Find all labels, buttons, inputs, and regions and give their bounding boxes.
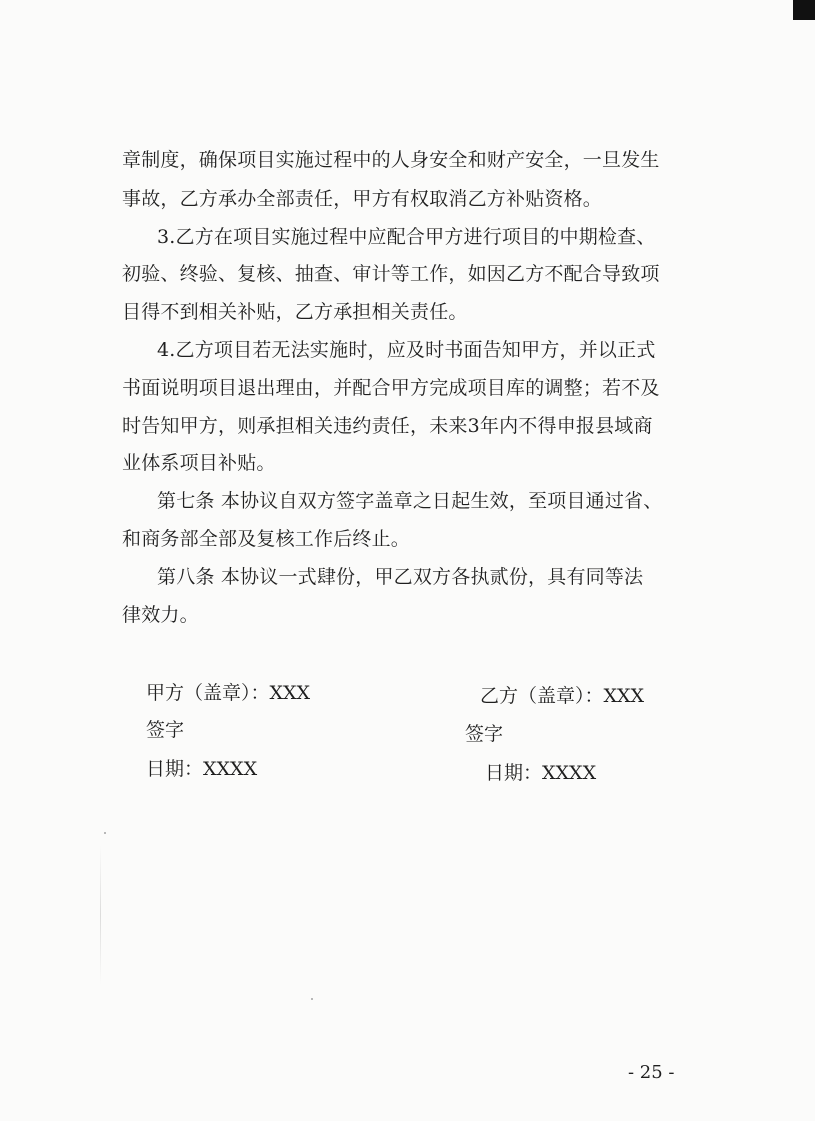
body-line-12: 第八条 本协议一式肆份，甲乙双方各执贰份，具有同等法: [157, 566, 644, 588]
page-number: - 25 -: [628, 1062, 675, 1083]
body-line-4: 初验、终验、复核、抽查、审计等工作，如因乙方不配合导致项: [122, 263, 660, 285]
party-b-seal: 乙方（盖章）：XXX: [480, 685, 645, 707]
scan-corner-mark: [793, 0, 815, 20]
scan-speck: [104, 832, 106, 834]
scan-speck: [311, 998, 313, 1000]
body-line-9: 业体系项目补贴。: [122, 452, 276, 474]
party-a-sign: 签字: [146, 719, 185, 741]
party-b-sign: 签字: [465, 723, 504, 745]
body-line-3: 3.乙方在项目实施过程中应配合甲方进行项目的中期检查、: [157, 226, 656, 248]
body-line-1: 章制度，确保项目实施过程中的人身安全和财产安全，一旦发生: [122, 149, 660, 171]
body-line-6: 4.乙方项目若无法实施时，应及时书面告知甲方，并以正式: [157, 339, 656, 361]
body-line-10: 第七条 本协议自双方签字盖章之日起生效，至项目通过省、: [157, 490, 663, 512]
party-a-seal: 甲方（盖章）：XXX: [146, 682, 311, 704]
scan-edge-mark: [100, 845, 101, 985]
body-line-7: 书面说明项目退出理由，并配合甲方完成项目库的调整；若不及: [122, 377, 660, 399]
party-a-date: 日期：XXXX: [146, 758, 258, 780]
body-line-5: 目得不到相关补贴，乙方承担相关责任。: [122, 301, 468, 323]
body-line-13: 律效力。: [122, 604, 199, 626]
party-b-date: 日期：XXXX: [485, 762, 597, 784]
body-line-2: 事故，乙方承办全部责任，甲方有权取消乙方补贴资格。: [122, 188, 603, 210]
body-line-11: 和商务部全部及复核工作后终止。: [122, 528, 411, 550]
body-line-8: 时告知甲方，则承担相关违约责任，未来3年内不得申报县域商: [122, 415, 653, 437]
